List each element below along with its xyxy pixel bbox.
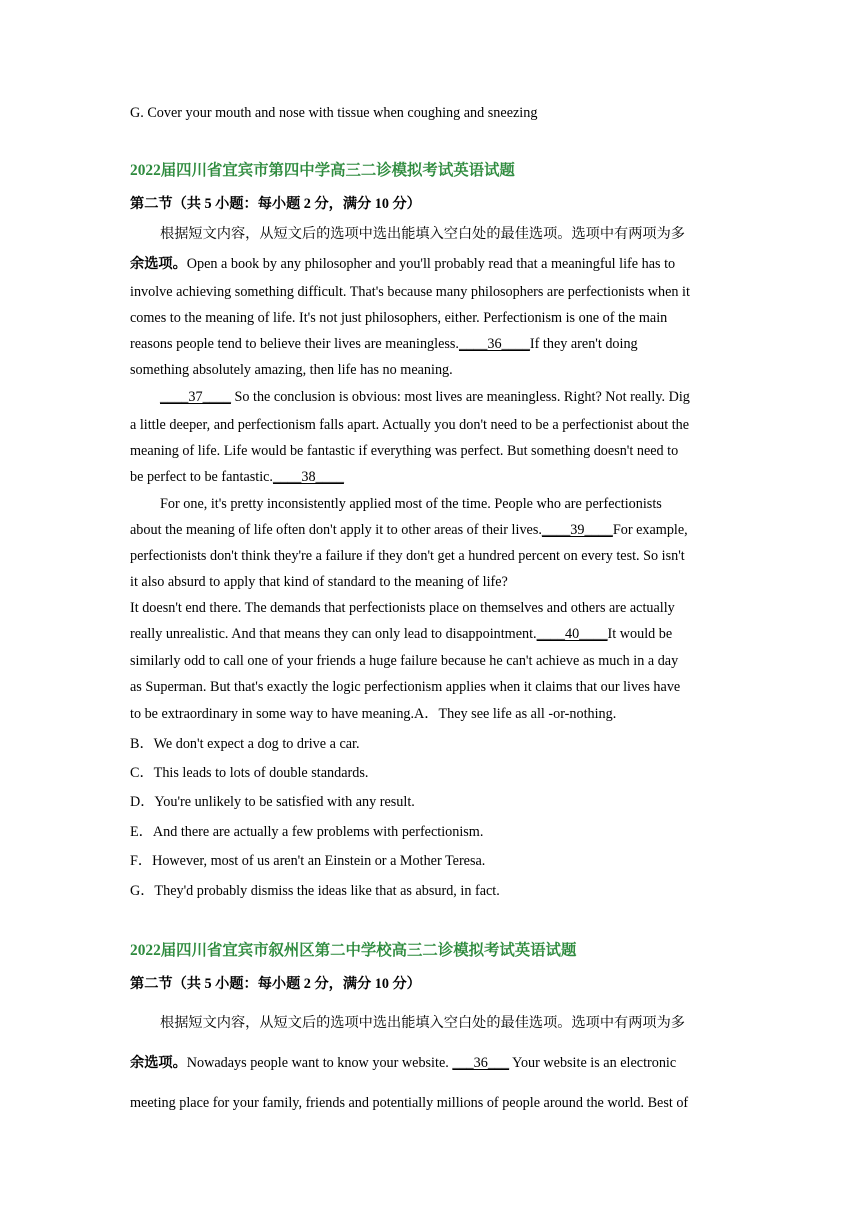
section1-para-line-14: It doesn't end there. The demands that perfectionists place on themselves and others are actually <box>130 600 675 616</box>
section1-para-line-11: about the meaning of life often don't apply it to other areas of their lives.____39____For example, <box>130 522 688 538</box>
blank-40: ____40____ <box>536 626 608 642</box>
section1-para-line-12: perfectionists don't think they're a failure if they don't get a hundred percent on every test. So isn't <box>130 548 685 564</box>
blank-36: ____36____ <box>458 336 530 352</box>
section1-subtitle: 第二节（共 5 小题：每小题 2 分，满分 10 分） <box>130 196 421 212</box>
option-e: E．And there are actually a few problems with perfectionism. <box>130 824 484 840</box>
section1-para-line-15: really unrealistic. And that means they can only lead to disappointment.____40____It would be <box>130 626 673 642</box>
option-f: F．However, most of us aren't an Einstein or a Mother Teresa. <box>130 853 486 869</box>
option-d: D．You're unlikely to be satisfied with any result. <box>130 794 415 810</box>
option-g: G．They'd probably dismiss the ideas like that as absurd, in fact. <box>130 883 500 899</box>
option-c: C．This leads to lots of double standards. <box>130 765 369 781</box>
section1-para-line-1: 余选项。Open a book by any philosopher and you'll probably read that a meaningful life has to <box>130 256 676 272</box>
section2-instruction-end: 余选项。 <box>130 1055 187 1071</box>
section2-para-line-2: meeting place for your family, friends and potentially millions of people around the world. Best of <box>130 1095 689 1111</box>
section1-para-line-10: For one, it's pretty inconsistently applied most of the time. People who are perfectionists <box>160 496 662 512</box>
section1-para-line-17: as Superman. But that's exactly the logic perfectionism applies when it claims that our lives have <box>130 679 681 695</box>
section2-blank-36: ___36___ <box>452 1055 510 1071</box>
blank-38: ____38____ <box>272 469 344 485</box>
section2-subtitle: 第二节（共 5 小题：每小题 2 分，满分 10 分） <box>130 976 421 992</box>
section1-para-line-8: meaning of life. Life would be fantastic if everything was perfect. But something doesn't need to <box>130 443 679 459</box>
previous-option-g: G. Cover your mouth and nose with tissue when coughing and sneezing <box>130 105 538 121</box>
section1-para-line-3: comes to the meaning of life. It's not just philosophers, either. Perfectionism is one of the main <box>130 310 668 326</box>
section1-para-line-2: involve achieving something difficult. That's because many philosophers are perfectionists when it <box>130 284 690 300</box>
option-b: B．We don't expect a dog to drive a car. <box>130 736 360 752</box>
section1-instruction: 根据短文内容，从短文后的选项中选出能填入空白处的最佳选项。选项中有两项为多 <box>160 226 685 242</box>
section1-para-line-6: ____37____ So the conclusion is obvious: most lives are meaningless. Right? Not really. Dig <box>160 389 690 405</box>
section2-title: 2022届四川省宜宾市叙州区第二中学校高三二诊模拟考试英语试题 <box>130 942 577 959</box>
section1-title: 2022届四川省宜宾市第四中学高三二诊模拟考试英语试题 <box>130 162 515 179</box>
section1-para-line-13: it also absurd to apply that kind of standard to the meaning of life? <box>130 574 508 590</box>
section1-para-line-7: a little deeper, and perfectionism falls apart. Actually you don't need to be a perfectionist about the <box>130 417 690 433</box>
section2-para-line-1: 余选项。Nowadays people want to know your website. ___36___ Your website is an electronic <box>130 1055 677 1071</box>
section1-para-line-16: similarly odd to call one of your friends a huge failure because he can't achieve as much in a day <box>130 653 679 669</box>
section1-para-line-4: reasons people tend to believe their lives are meaningless.____36____If they aren't doing <box>130 336 638 352</box>
section2-instruction: 根据短文内容，从短文后的选项中选出能填入空白处的最佳选项。选项中有两项为多 <box>160 1015 685 1031</box>
section1-instruction-end: 余选项。 <box>130 256 187 272</box>
section1-para-line-5: something absolutely amazing, then life has no meaning. <box>130 362 453 378</box>
blank-39: ____39____ <box>541 522 613 538</box>
blank-37: ____37____ <box>160 389 231 405</box>
section1-para-line-18: to be extraordinary in some way to have meaning.A．They see life as all -or-nothing. <box>130 706 617 722</box>
section1-para-line-9: be perfect to be fantastic.____38____ <box>130 469 344 485</box>
